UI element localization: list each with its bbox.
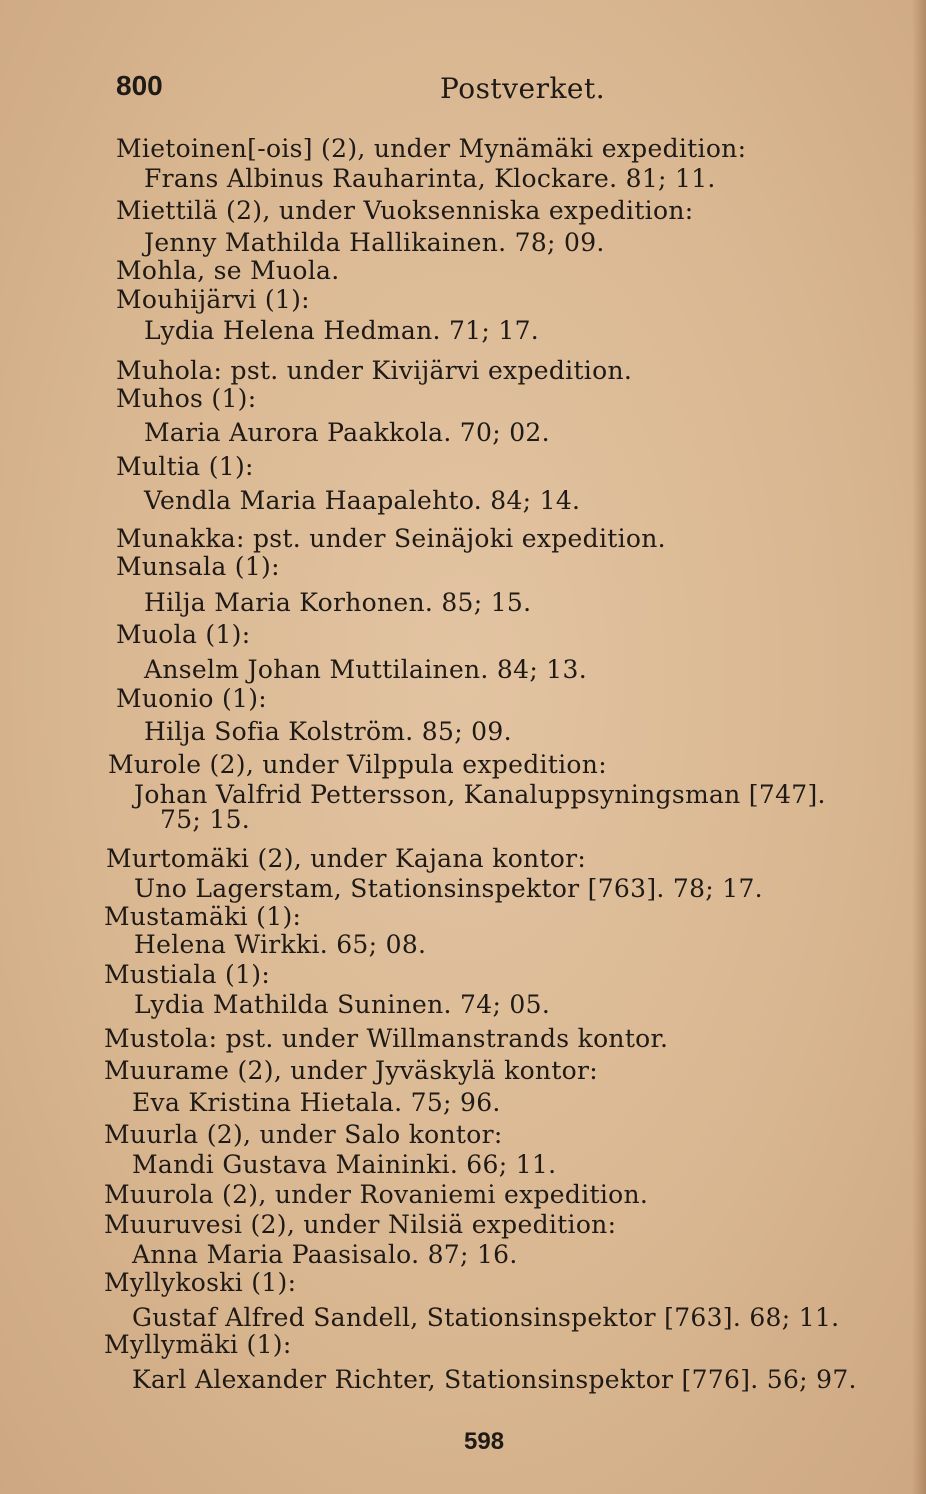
list-item: Munakka: pst. under Seinäjoki expedition. — [116, 524, 666, 553]
page-number: 800 — [116, 70, 163, 101]
list-item: Helena Wirkki. 65; 08. — [134, 930, 427, 959]
running-title: Postverket. — [440, 72, 606, 105]
list-item: Mustola: pst. under Willmanstrands kontor. — [104, 1024, 669, 1053]
list-item: Muhola: pst. under Kivijärvi expedition. — [116, 356, 633, 385]
list-item: Karl Alexander Richter, Stationsinspektor [776]. 56; 97. — [132, 1365, 857, 1394]
list-item: Gustaf Alfred Sandell, Stationsinspektor [763]. 68; 11. — [132, 1303, 840, 1332]
list-item: 75; 15. — [160, 805, 251, 834]
list-item: Muonio (1): — [116, 684, 267, 713]
list-item: Murtomäki (2), under Kajana kontor: — [106, 844, 587, 873]
list-item: Muola (1): — [116, 620, 251, 649]
list-item: Muurla (2), under Salo kontor: — [104, 1120, 503, 1149]
list-item: Multia (1): — [116, 452, 254, 481]
list-item: Anselm Johan Muttilainen. 84; 13. — [144, 655, 587, 684]
list-item: Mietoinen[-ois] (2), under Mynämäki expedition: — [116, 134, 747, 163]
signature-number: 598 — [464, 1428, 505, 1455]
list-item: Mohla, se Muola. — [116, 256, 340, 285]
page-edge-shadow — [912, 0, 926, 1494]
list-item: Maria Aurora Paakkola. 70; 02. — [144, 418, 550, 447]
list-item: Muurame (2), under Jyväskylä kontor: — [104, 1056, 599, 1085]
list-item: Hilja Maria Korhonen. 85; 15. — [144, 588, 532, 617]
list-item: Myllymäki (1): — [104, 1330, 292, 1359]
list-item: Mustamäki (1): — [104, 902, 302, 931]
list-item: Hilja Sofia Kolström. 85; 09. — [144, 717, 512, 746]
list-item: Munsala (1): — [116, 552, 280, 581]
list-item: Johan Valfrid Pettersson, Kanaluppsyningsman [747]. — [134, 780, 826, 809]
list-item: Mustiala (1): — [104, 960, 271, 989]
list-item: Mouhijärvi (1): — [116, 285, 310, 314]
list-item: Anna Maria Paasisalo. 87; 16. — [132, 1240, 518, 1269]
list-item: Muurola (2), under Rovaniemi expedition. — [104, 1180, 649, 1209]
list-item: Muuruvesi (2), under Nilsiä expedition: — [104, 1210, 617, 1239]
list-item: Miettilä (2), under Vuoksenniska expedition: — [116, 196, 694, 225]
list-item: Frans Albinus Rauharinta, Klockare. 81; 11. — [144, 164, 716, 193]
list-item: Lydia Helena Hedman. 71; 17. — [144, 316, 540, 345]
list-item: Murole (2), under Vilppula expedition: — [108, 750, 607, 779]
list-item: Mandi Gustava Maininki. 66; 11. — [132, 1150, 557, 1179]
list-item: Jenny Mathilda Hallikainen. 78; 09. — [144, 228, 605, 257]
list-item: Vendla Maria Haapalehto. 84; 14. — [144, 486, 581, 515]
list-item: Muhos (1): — [116, 384, 257, 413]
list-item: Eva Kristina Hietala. 75; 96. — [132, 1088, 501, 1117]
list-item: Myllykoski (1): — [104, 1268, 297, 1297]
list-item: Lydia Mathilda Suninen. 74; 05. — [134, 990, 551, 1019]
list-item: Uno Lagerstam, Stationsinspektor [763]. 78; 17. — [134, 874, 763, 903]
